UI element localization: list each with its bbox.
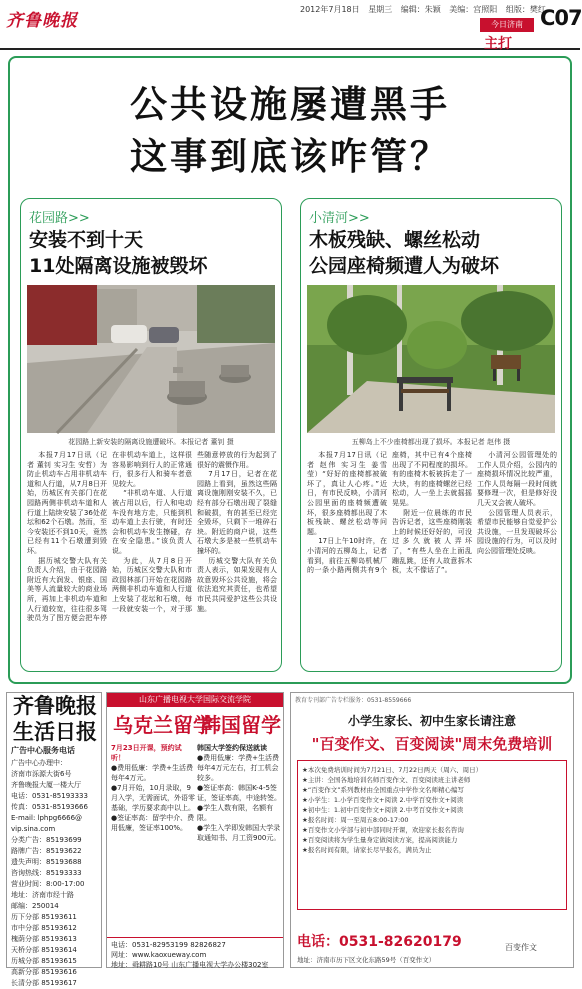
ad-website: 网址：www.kaoxueway.com xyxy=(111,951,207,959)
ad-point: ●学生入学即发韩国大学录取通知书、月工资900元。 xyxy=(197,824,281,842)
page-header xyxy=(0,0,580,50)
ad-headline-2: "百变作文、百变阅读"周末免费培训 xyxy=(311,735,553,753)
ad-phone: 电话：0531-82620179 xyxy=(297,934,462,950)
ad-title-ukraine: 乌克兰留学 xyxy=(113,713,213,737)
photo-street-barriers xyxy=(27,285,275,433)
page-number: C07 xyxy=(540,6,582,30)
ad-point: ●签证率高：留学中介、费用低廉，签证率100%。 xyxy=(111,814,195,832)
ad-row: 咨询热线：85193333 xyxy=(11,869,82,877)
ad-row: 市中分部 85193612 xyxy=(11,924,77,932)
designer: 美编：宫照阳 xyxy=(449,5,498,14)
ad-point: 韩国大学签约保送就读 xyxy=(197,744,267,752)
photo-caption: 花园路上新安装的隔离设施遭破坏。本报记者 董钊 摄 xyxy=(68,438,234,446)
ad-row: 遗失声明：85193688 xyxy=(11,858,82,866)
story-paragraph: 历城交警大队有关负责人表示，如果发现有人故意毁坏公共设施，将会依法追究其责任，也希望市民共同爱护这些公共设施。 xyxy=(197,556,277,613)
ad-item: ★小学生：1.小学百变作文+阅读 2.中学百变作文+阅读 xyxy=(302,796,464,804)
story-paragraph: 17日上午10时许，在小清河的五柳岛上，记者看到，前往五柳岛机械厂的一条小路两侧共有9个座椅，其中已有4个座椅出现了不同程度的损坏。有的座椅木板被拆走了一大块，有的座椅螺丝已经松动，人一坐上去就摇摇晃晃。 xyxy=(307,451,472,575)
ad-row: 高新分部 85193616 xyxy=(11,968,77,976)
ad-study-abroad xyxy=(106,692,284,968)
street-photo-illustration xyxy=(27,285,275,433)
main-headline xyxy=(10,78,570,182)
story-title-line-1: 安装不到十天 xyxy=(29,229,144,251)
ad-writing-training xyxy=(290,692,574,968)
story-huayuan-road xyxy=(20,198,282,672)
ad-item: ★报名时间：周一至周五8:00-17:00 xyxy=(302,816,409,824)
story-kicker: 花园路>> xyxy=(29,211,90,226)
issue-meta xyxy=(300,4,552,15)
story-title xyxy=(29,227,277,279)
ad-service-title: 广告中心服务电话 xyxy=(11,746,75,755)
section-tag: 今日济南 xyxy=(480,18,534,32)
ad-title-korea: 韩国留学 xyxy=(201,713,281,737)
ad-point: ●学生人数有限，名额有限。 xyxy=(197,804,274,822)
ad-row: E-mail: lphpg6666@ xyxy=(11,814,83,822)
story-paragraph: 据历城交警大队有关负责人介绍，由于花园路附近有大润发、银座、国美等人流量较大的商业场所，再加上非机动车道和人行道较宽，往往很多驾驶员为了图方便会把车停在非机动车道上，这样很容易影响到行人的正常通行，很多行人和骑车者意见较大。 xyxy=(27,451,192,623)
photo-caption: 五柳岛上不少座椅都出现了损坏。本报记者 赵伟 摄 xyxy=(351,438,511,446)
ad-point: ●签证率高：韩国K-4-5签证，签证率高，中途转签。 xyxy=(197,784,281,802)
ad-row: 分类广告：85193699 xyxy=(11,836,82,844)
ad-row: 营业时间：8:00-17:00 xyxy=(11,880,85,888)
story-xiaoqing-river xyxy=(300,198,562,672)
ad-address: 地址：济南市历下区文化东路59号（百变作文） xyxy=(297,956,436,964)
ad-item: ★百变作文小学部与初中部同时开课，欢迎家长报名咨询 xyxy=(302,826,464,834)
ad-point: ●7月开始，10月录取，9月入学，无需面试，外语零基础，学历要求高中以上。 xyxy=(111,784,195,812)
headline-line-1: 公共设施屡遭黑手 xyxy=(130,82,450,126)
ad-point: ●费用低廉：学费+生活费每年4万元。 xyxy=(111,764,193,782)
ad-details-box xyxy=(297,760,567,910)
story-title-line-2: 11处隔离设施被毁坏 xyxy=(29,255,208,277)
ad-phone: 电话：0531-82953199 82826827 xyxy=(111,941,226,949)
section-label: 主打 xyxy=(484,36,512,52)
ad-item: ★报名时间有限，请家长尽早报名，满员为止 xyxy=(302,846,432,854)
ad-row: 邮编：250014 xyxy=(11,902,59,910)
ad-item: ★初中生：1.初中百变作文+阅读 2.中考百变作文+阅读 xyxy=(302,806,464,814)
ad-topline: 教育专刊部广告专栏服务：0531-8559666 xyxy=(295,697,412,704)
ad-row: 历城分部 85193615 xyxy=(11,957,77,965)
story-body xyxy=(307,451,557,667)
story-paragraph: 公园管理人员表示，希望市民能够自觉爱护公共设施，一旦发现破坏公园设施的行为，可以及时向公园管理处反映。 xyxy=(477,508,557,555)
ad-item: ★主讲：全国各地培训名师百变作文、百变阅读班主讲老师 xyxy=(302,776,471,784)
masthead-logo: 齐鲁晚报 xyxy=(6,11,78,31)
ad-row: 槐荫分部 85193613 xyxy=(11,935,77,943)
ad-row: 广告中心办理中： xyxy=(11,759,67,767)
story-kicker: 小清河>> xyxy=(309,211,370,226)
photo-park-benches xyxy=(307,285,555,433)
ad-brand-line-2: 生活日报 xyxy=(13,719,97,744)
headline-line-2: 这事到底该咋管？ xyxy=(130,134,450,178)
ad-logo: 百变作文 xyxy=(505,943,537,952)
ad-row: 长清分部 85193617 xyxy=(11,979,77,987)
issue-date: 2012年7月18日 xyxy=(300,5,360,14)
ad-col-ukraine xyxy=(111,743,195,833)
story-paragraph: 小清河公园管理处的工作人员介绍，公园内的座椅损坏情况比较严重，工作人员每隔一段时间就要修理一次，但是修好没几天又会被人破坏。 xyxy=(477,451,557,507)
story-paragraph: 本报7月17日讯（记者 董钊 实习生 安哲）为防止机动车占用非机动车道和人行道，从7月8日开始，历城区有关部门在花园路两侧非机动车道和人行道上陆续安装了36处花坛和62个石墩。然而，至今安装还不到10天，竟然已经有11个石墩遭到毁坏。 xyxy=(27,451,107,555)
ad-row: 传真：0531-85193666 xyxy=(11,803,88,811)
story-paragraph: 7月17日，记者在花园路上看到，虽然这些隔离设施刚刚安装不久，已经有部分石墩出现了裂缝和破损，有的甚至已经完全毁坏，只剩下一堆碎石块。附近的商户说，这些石墩大多是被一些机动车撞坏的。 xyxy=(197,470,277,555)
ad-row: 路牌广告：85193622 xyxy=(11,847,82,855)
ad-row: 地址：济南市经十路 xyxy=(11,891,74,899)
ad-contact-footer xyxy=(107,937,283,967)
ad-item: ★百变阅读将为学生量身定做阅读方案，提高阅读能力 xyxy=(302,836,458,844)
story-title-line-2: 公园座椅频遭人为破坏 xyxy=(309,255,500,277)
ad-item: ★本次免费培训时间为7月21日、7月22日两天（周六、周日） xyxy=(302,766,483,774)
ad-col-korea xyxy=(197,743,281,843)
editor: 编辑：朱颖 xyxy=(400,5,441,14)
ad-address: 地址：舜耕路10号 山东广播电视大学办公楼302室 xyxy=(111,961,269,969)
ad-row: 齐鲁晚报大厦一楼大厅 xyxy=(11,781,81,789)
story-paragraph: “非机动车道、人行道被占用以后，行人和电动车没有地方走，只能到机动车道上去行驶，有时还会和机动车发生擦碰，存在安全隐患。”该负责人说。 xyxy=(112,489,192,555)
ad-newspaper-service xyxy=(6,692,102,987)
ad-school-bar: 山东广播电视大学国际交流学院 xyxy=(107,693,283,707)
ad-row: 电话：0531-85193333 xyxy=(11,792,88,800)
ad-item: ★“百变作文”系列教材由全国重点中学作文名师精心编写 xyxy=(302,786,465,794)
story-paragraph: 为此，从7月8日开始，历城区交警大队和市政园林部门开始在花园路两侧非机动车道和人行道上安装了花坛和石墩，每一段就安装一个，对于那些随意停放的行为起到了很好的震慑作用。 xyxy=(112,451,277,613)
ad-row: 天桥分部 85193614 xyxy=(11,946,77,954)
story-paragraph: 附近一位晨练的市民告诉记者，这些座椅刚装上的时候还好好的，可没过多久就被人弄坏了，“有些人坐在上面乱蹦乱跳，还有人故意拆木板，太不像话了”。 xyxy=(392,508,472,575)
ad-point: ●费用低廉：学费+生活费每年4万元左右，打工机会较多。 xyxy=(197,754,279,782)
ad-point: 7月23日开课，预约试听！ xyxy=(111,744,182,762)
proof: 组版：樊红 xyxy=(505,5,546,14)
story-title xyxy=(309,227,557,279)
story-title-line-1: 木板残缺、螺丝松动 xyxy=(309,229,481,251)
ad-row: 济南市泺源大街6号 xyxy=(11,770,72,778)
ad-row: 历下分部 85193611 xyxy=(11,913,77,921)
ad-brand-line-1: 齐鲁晚报 xyxy=(13,693,97,718)
park-photo-illustration xyxy=(307,285,555,433)
issue-weekday: 星期三 xyxy=(368,5,393,14)
story-paragraph: 本报7月17日讯（记者 赵伟 实习生 姜雪莹）“好好的座椅都被破坏了，真让人心疼。”近日，有市民反映，小清河公园里面的座椅频遭破坏，很多座椅都出现了木板残缺、螺丝松动等问题。 xyxy=(307,451,387,536)
ad-row: vip.sina.com xyxy=(11,825,56,833)
story-body xyxy=(27,451,277,667)
ad-headline-1: 小学生家长、初中生家长请注意 xyxy=(347,714,516,728)
main-feature xyxy=(8,56,572,684)
